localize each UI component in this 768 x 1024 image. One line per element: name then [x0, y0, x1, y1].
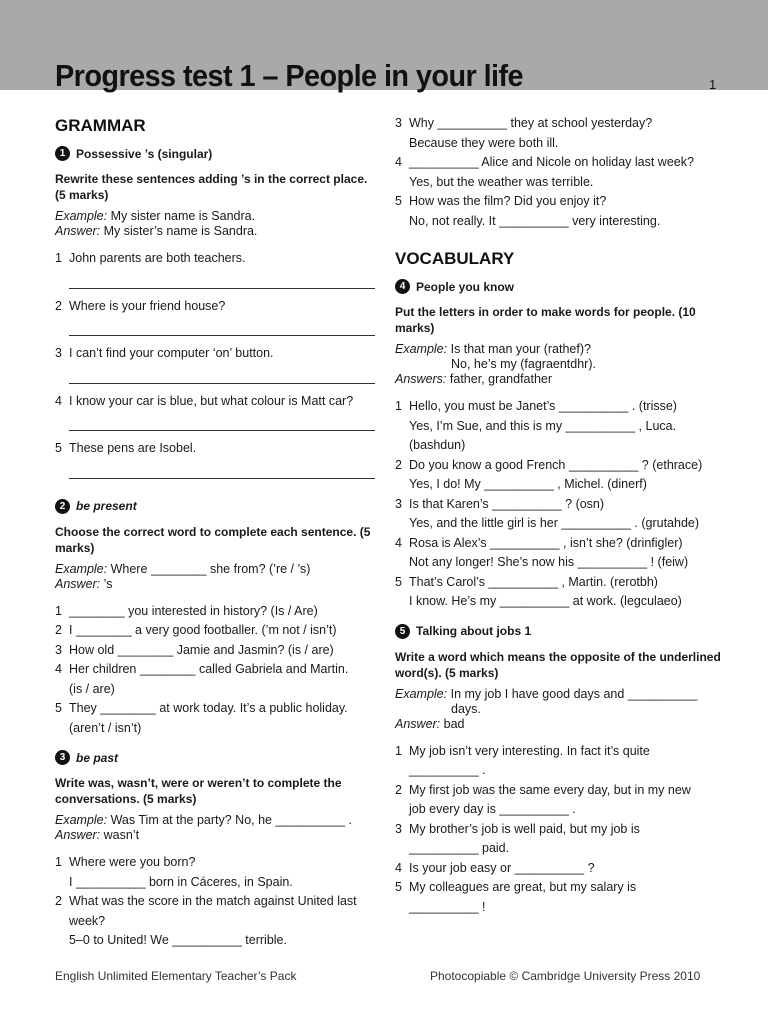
list-item: 5 My colleagues are great, but my salary is __________ !: [395, 880, 637, 914]
page-number: 1: [709, 77, 717, 92]
exercise-2-heading: [55, 499, 375, 514]
exercise-2-example: Example: Where ________ she from? (’re / ’s) Answer: ’s: [55, 561, 311, 591]
list-item: 1 Where were you born? I __________ born in Cáceres, in Spain.: [55, 855, 293, 889]
list-item: 4 I know your car is blue, but what colour is Matt car?: [55, 392, 375, 432]
exercise-1-items: [55, 249, 375, 479]
exercise-3-instruction: Write was, wasn’t, were or weren’t to complete the conversations. (5 marks): [55, 776, 342, 806]
exercise-1-heading: [55, 146, 375, 161]
exercise-5-heading: [395, 624, 725, 639]
list-item: 2 I ________ a very good footballer. (’m not / isn’t): [55, 623, 337, 637]
list-item: 3 Is that Karen’s __________ ? (osn) Yes, and the little girl is her __________ . (grutahde): [395, 496, 700, 530]
list-item: 5 These pens are Isobel.: [55, 439, 375, 479]
exercise-3-heading: [55, 750, 375, 765]
list-item: 3 How old ________ Jamie and Jasmin? (is / are): [55, 642, 334, 657]
answer-line[interactable]: [69, 364, 375, 384]
exercise-2-instruction: Choose the correct word to complete each sentence. (5 marks): [55, 524, 371, 555]
list-item: 5 That’s Carol’s __________ , Martin. (rerotbh) I know. He’s my __________ at work. (legculaeo): [395, 574, 682, 608]
page-title: Progress test 1 – People in your life: [55, 58, 524, 93]
exercise-4-title: People you know: [416, 279, 515, 294]
exercise-5-instruction: Write a word which means the opposite of the underlined word(s). (5 marks): [395, 649, 721, 680]
list-item: 1 My job isn’t very interesting. In fact it’s quite __________ .: [395, 743, 650, 777]
exercise-4-items: [395, 397, 725, 612]
vocabulary-heading: VOCABULARY: [395, 249, 515, 268]
answer-line[interactable]: [69, 316, 375, 336]
exercise-number-badge: 4: [395, 279, 410, 294]
left-column: [55, 110, 375, 951]
list-item: 2 My first job was the same every day, but in my new job every day is __________ .: [395, 782, 691, 816]
list-item: 1 ________ you interested in history? (Is / Are): [55, 603, 318, 618]
exercise-1-example: Example: My sister name is Sandra. Answer: My sister’s name is Sandra.: [55, 209, 258, 238]
list-item: 3 My brother’s job is well paid, but my job is __________ paid.: [395, 821, 640, 855]
footer-left: English Unlimited Elementary Teacher’s Pack: [55, 969, 297, 983]
list-item: 4 Her children ________ called Gabriela and Martin. (is / are): [55, 662, 349, 696]
exercise-3-items: [55, 853, 375, 951]
answer-line[interactable]: [69, 459, 375, 479]
list-item: 4 Rosa is Alex’s __________ , isn’t she? (drinfigler) Not any longer! She’s now his __________ ! (feiw): [395, 535, 689, 569]
answer-line[interactable]: [69, 269, 375, 289]
grammar-heading: GRAMMAR: [55, 116, 146, 135]
exercise-number-badge: 3: [55, 750, 70, 765]
exercise-3-example: Example: Was Tim at the party? No, he __________ . Answer: wasn’t: [55, 813, 352, 842]
list-item: 2 Where is your friend house?: [55, 297, 375, 337]
exercise-2-items: [55, 602, 375, 739]
footer-right: Photocopiable © Cambridge University Press 2010: [430, 969, 701, 983]
exercise-5-title: Talking about jobs 1: [416, 624, 532, 638]
list-item: 3 I can’t find your computer ‘on’ button.: [55, 344, 375, 384]
answer-line[interactable]: [69, 411, 375, 431]
list-item: 1 Hello, you must be Janet’s __________ . (trisse) Yes, I’m Sue, and this is my __________ , Luca. (bashdun): [395, 399, 677, 452]
exercise-number-badge: 5: [395, 624, 410, 639]
exercise-4-instruction: Put the letters in order to make words for people. (10 marks): [395, 305, 696, 335]
list-item: 2 What was the score in the match against United last week? 5–0 to United! We __________ terrible.: [55, 894, 357, 947]
exercise-3-title: be past: [76, 750, 119, 765]
list-item: 1 John parents are both teachers.: [55, 249, 375, 289]
list-item: 4 __________ Alice and Nicole on holiday last week? Yes, but the weather was terrible.: [395, 155, 694, 189]
exercise-1-title: Possessive ’s (singular): [76, 146, 213, 161]
list-item: 2 Do you know a good French __________ ? (ethrace) Yes, I do! My __________ , Michel. (dinerf): [395, 457, 703, 491]
exercise-number-badge: 1: [55, 146, 70, 161]
exercise-2-title: be present: [76, 499, 137, 513]
list-item: 4 Is your job easy or __________ ?: [395, 860, 595, 875]
exercise-4-heading: [395, 279, 725, 294]
list-item: 5 They ________ at work today. It’s a public holiday. (aren’t / isn’t): [55, 701, 348, 735]
list-item: 3 Why __________ they at school yesterday? Because they were both ill.: [395, 116, 653, 150]
exercise-5-items: [395, 742, 725, 918]
list-item: 5 How was the film? Did you enjoy it? No, not really. It __________ very interesting.: [395, 194, 661, 228]
exercise-3-items-continued: [395, 114, 725, 231]
right-column: [395, 114, 725, 917]
exercise-number-badge: 2: [55, 499, 70, 514]
exercise-4-example: Example: Is that man your (rathef)? No, he’s my (fagraentdhr). Answers: father, grandfather: [395, 342, 596, 386]
exercise-1-instruction: Rewrite these sentences adding ’s in the correct place. (5 marks): [55, 172, 368, 202]
exercise-5-example: Example: In my job I have good days and __________ days. Answer: bad: [395, 686, 698, 731]
